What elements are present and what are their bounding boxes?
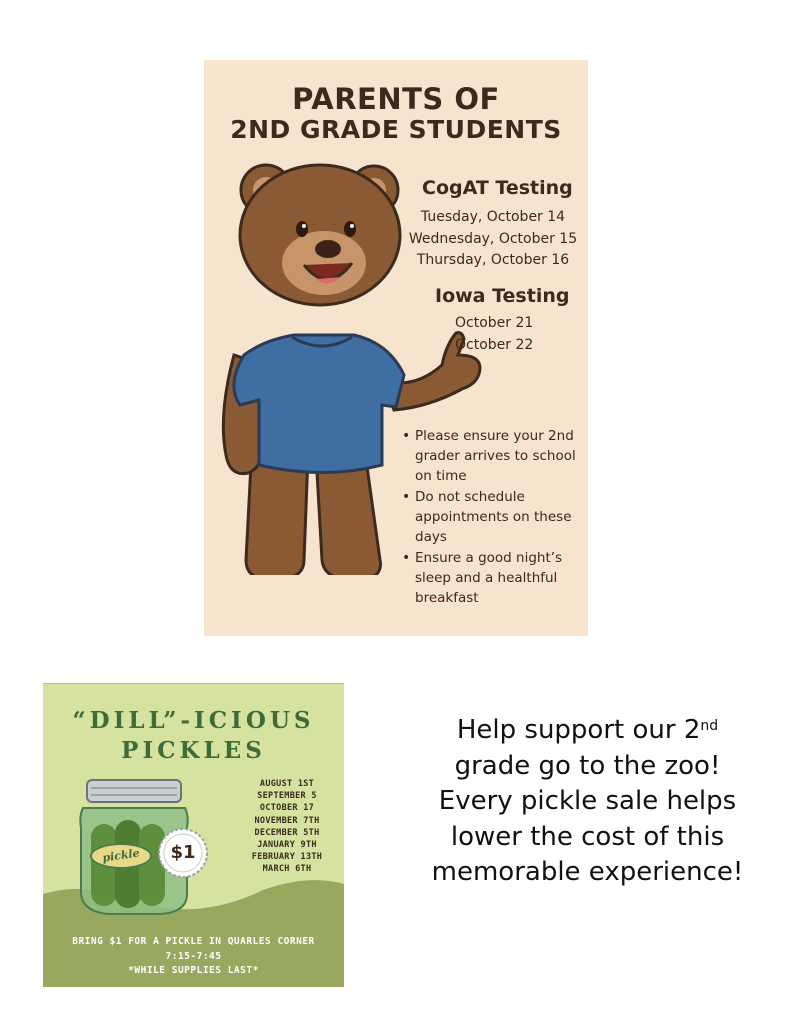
sale-date: FEBRUARY 13TH [251, 852, 323, 863]
ordinal-suffix: nd [700, 718, 719, 734]
pickle-sale-dates [242, 778, 332, 876]
support-line1-text: Help support our 2 [456, 715, 701, 745]
sale-date: NOVEMBER 7TH [254, 815, 320, 826]
footer-line: BRING $1 FOR A PICKLE IN QUARLES CORNER [72, 936, 315, 947]
pickle-title-line1: “DILL”-ICIOUS [72, 707, 315, 734]
zoo-support-message [415, 713, 760, 891]
instruction-item: • Ensure a good night’s sleep and a healthful breakfast [402, 548, 586, 608]
iowa-date: October 22 [455, 336, 534, 353]
jar-label-text: pickle [101, 846, 141, 865]
pickle-title-line2: PICKLES [121, 737, 266, 764]
iowa-testing-dates [455, 313, 533, 356]
instructions-list [402, 426, 586, 609]
pickle-flyer-title [43, 706, 344, 766]
support-line: grade go to the zoo! [454, 750, 721, 781]
instruction-item: • Do not schedule appointments on these days [402, 487, 586, 547]
cogat-date: Wednesday, October 15 [408, 230, 578, 247]
footer-line: *WHILE SUPPLIES LAST* [128, 965, 259, 976]
cogat-testing-dates [408, 207, 578, 272]
testing-flyer [204, 60, 588, 636]
pickle-sale-flyer [43, 683, 344, 987]
support-line: Every pickle sale helps [438, 786, 737, 816]
cogat-date: Thursday, October 16 [416, 252, 570, 268]
iowa-testing-heading: Iowa Testing [435, 285, 570, 307]
iowa-date: October 21 [455, 315, 534, 331]
price-label: $1 [170, 842, 196, 863]
footer-line: 7:15-7:45 [165, 950, 222, 962]
sale-date: DECEMBER 5TH [254, 827, 320, 838]
sale-date: MARCH 6TH [262, 864, 312, 875]
instruction-item: • Please ensure your 2nd grader arrives to school on time [402, 426, 586, 486]
pickle-flyer-footer [43, 935, 344, 979]
support-line: memorable experience! [431, 857, 744, 887]
flyer-title-line1: PARENTS OF [292, 82, 500, 116]
sale-date: SEPTEMBER 5 [257, 791, 317, 802]
cogat-testing-heading: CogAT Testing [422, 177, 573, 199]
cogat-date: Tuesday, October 14 [420, 209, 566, 225]
sale-date: JANUARY 9TH [257, 840, 317, 851]
sale-date: OCTOBER 17 [259, 803, 315, 814]
sale-date: AUGUST 1ST [259, 779, 315, 789]
flyer-title-line2: 2ND GRADE STUDENTS [230, 115, 562, 144]
support-line: lower the cost of this [450, 821, 725, 852]
support-line [415, 713, 760, 749]
